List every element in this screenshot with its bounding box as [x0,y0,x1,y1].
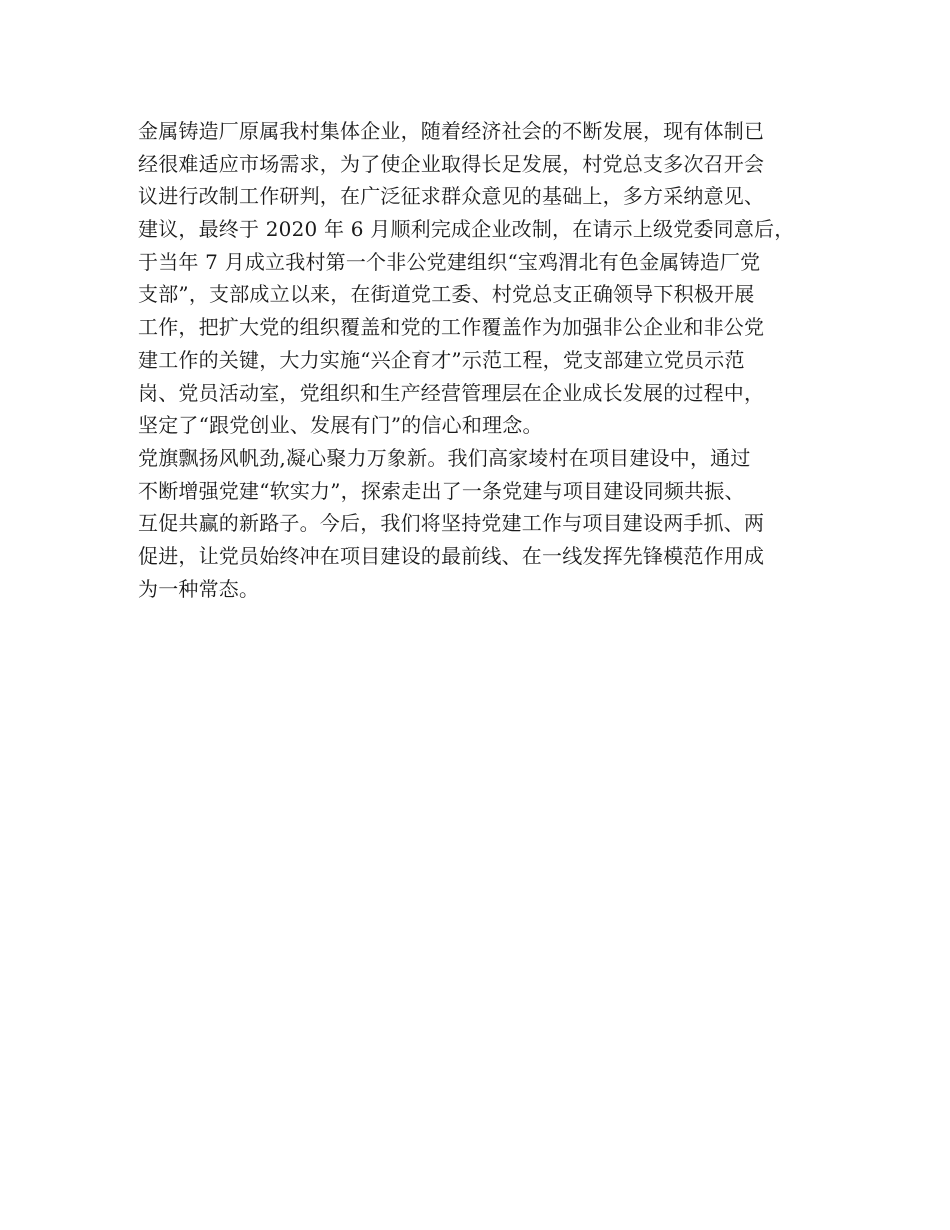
paragraph-line: 建议，最终于 2020 年 6 月顺利完成企业改制，在请示上级党委同意后， [138,217,795,242]
paragraph-line: 坚定了“跟党创业、发展有门”的信心和理念。 [138,413,543,438]
paragraph-line: 促进，让党员始终冲在项目建设的最前线、在一线发挥先锋模范作用成 [138,543,765,568]
paragraph [138,442,838,605]
paragraph-line: 不断增强党建“软实力”，探索走出了一条党建与项目建设同频共振、 [138,478,745,503]
paragraph-line: 支部”，支部成立以来，在街道党工委、村党总支正确领导下积极开展 [138,282,755,307]
paragraph-line: 党旗飘扬风帆劲,凝心聚力万象新。我们高家堎村在项目建设中，通过 [138,445,751,470]
paragraph-line: 经很难适应市场需求，为了使企业取得长足发展，村党总支多次召开会 [138,151,765,176]
paragraph-line: 岗、党员活动室，党组织和生产经营管理层在企业成长发展的过程中， [138,380,765,405]
paragraph-line: 为一种常态。 [138,576,260,601]
paragraph-line: 金属铸造厂原属我村集体企业，随着经济社会的不断发展，现有体制已 [138,119,765,143]
paragraph [138,115,838,442]
paragraph-line: 互促共赢的新路子。今后，我们将坚持党建工作与项目建设两手抓、两 [138,511,765,536]
paragraph-line: 建工作的关键，大力实施“兴企育才”示范工程，党支部建立党员示范 [138,347,745,372]
paragraph-line: 议进行改制工作研判，在广泛征求群众意见的基础上，多方采纳意见、 [138,184,765,209]
document-body [138,115,838,605]
paragraph-line: 工作，把扩大党的组织覆盖和党的工作覆盖作为加强非公企业和非公党 [138,315,765,340]
paragraph-line: 于当年 7 月成立我村第一个非公党建组织“宝鸡渭北有色金属铸造厂党 [138,249,761,274]
